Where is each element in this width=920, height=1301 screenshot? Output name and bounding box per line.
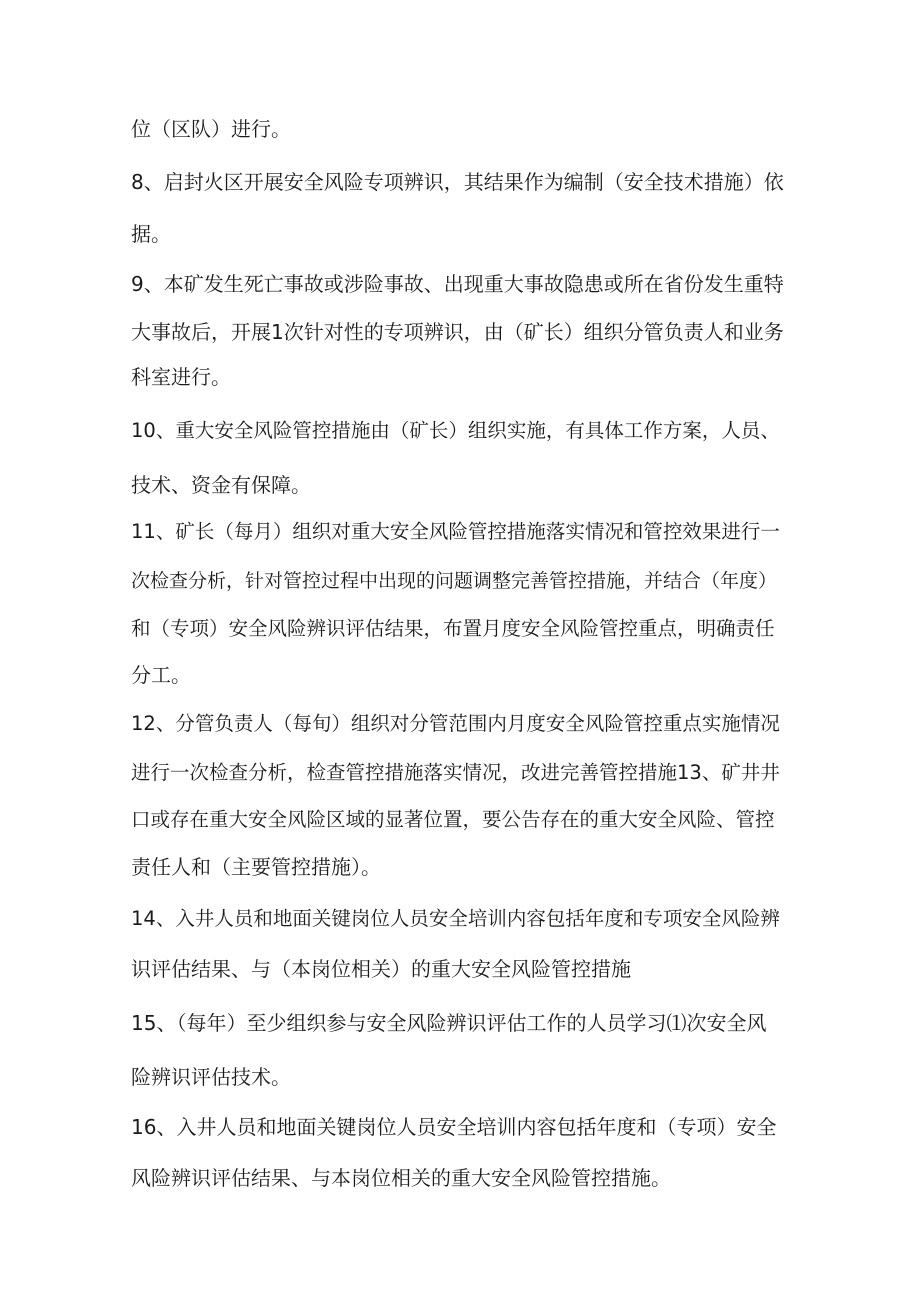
text-line: 9、本矿发生死亡事故或涉险事故、出现重大事故隐患或所在省份发生重特	[131, 272, 784, 296]
text-line: 次检查分析，针对管控过程中出现的问题调整完善管控措施，并结合（年度）	[131, 570, 778, 592]
text-line: 分工。	[131, 663, 191, 687]
text-line: 大事故后，开展1次针对性的专项辨识，由（矿长）组织分管负责人和业务	[131, 320, 784, 344]
text-line: 据。	[131, 222, 171, 246]
text-line: 位（区队）进行。	[131, 117, 291, 141]
text-line: 16、入井人员和地面关键岗位人员安全培训内容包括年度和（专项）安全	[131, 1115, 777, 1139]
text-line: 责任人和（主要管控措施）。	[131, 855, 381, 879]
text-line: 进行一次检查分析，检查管控措施落实情况，改进完善管控措施13、矿井井	[131, 761, 780, 784]
text-line: 口或存在重大安全风险区域的显著位置，要公告存在的重大安全风险、管控	[131, 808, 775, 831]
text-line: 10、重大安全风险管控措施由（矿长）组织实施，有具体工作方案，人员、	[131, 419, 780, 442]
text-line: 险辨识评估技术。	[131, 1065, 291, 1089]
text-line: 12、分管负责人（每旬）组织对分管范围内月度安全风险管控重点实施情况	[131, 712, 780, 735]
text-line: 11、矿长（每月）组织对重大安全风险管控措施落实情况和管控效果进行一	[131, 520, 780, 543]
text-line: 15、（每年）至少组织参与安全风险辨识评估工作的人员学习⑴次安全风	[131, 1011, 767, 1035]
text-line: 技术、资金有保障。	[131, 473, 311, 497]
text-line: 和（专项）安全风险辨识评估结果，布置月度安全风险管控重点，明确责任	[131, 617, 775, 640]
text-line: 识评估结果、与（本岗位相关）的重大安全风险管控措施	[131, 957, 631, 981]
text-line: 科室进行。	[131, 365, 231, 389]
text-line: 14、入井人员和地面关键岗位人员安全培训内容包括年度和专项安全风险辨	[131, 907, 780, 930]
text-line: 8、启封火区开展安全风险专项辨识，其结果作为编制（安全技术措施）依	[131, 170, 784, 194]
text-line: 风险辨识评估结果、与本岗位相关的重大安全风险管控措施。	[131, 1166, 671, 1190]
